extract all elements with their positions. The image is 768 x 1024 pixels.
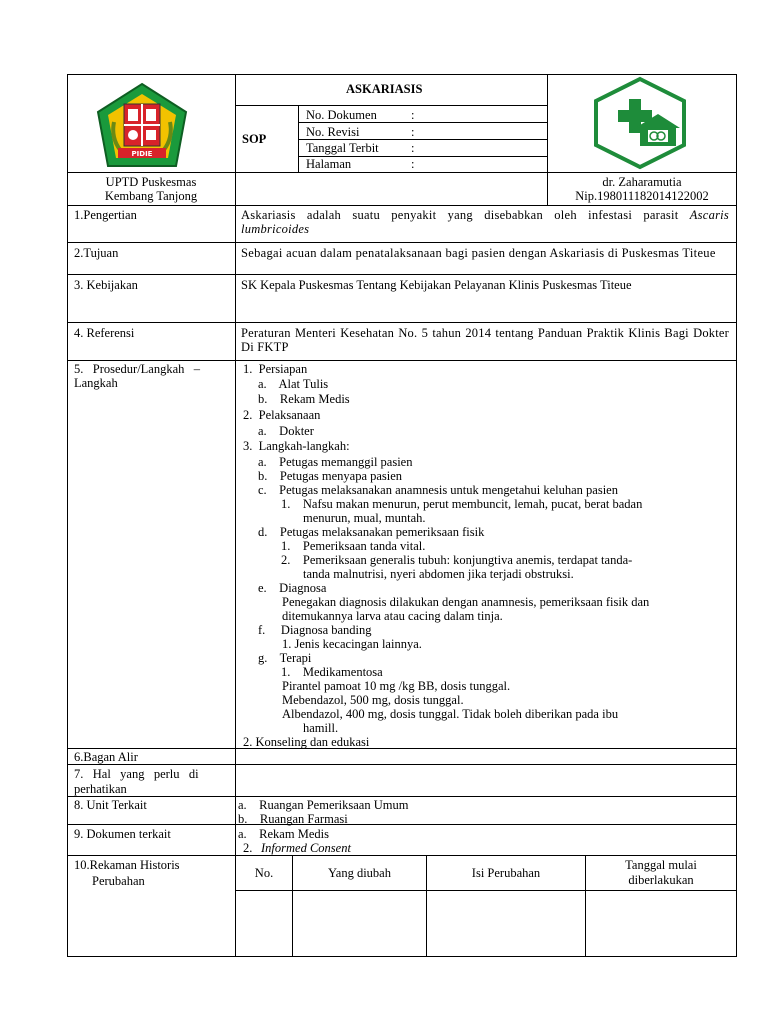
prosedur-line: 3. Langkah-langkah: bbox=[243, 439, 350, 453]
prosedur-line: g. Terapi bbox=[258, 651, 312, 665]
district-logo bbox=[96, 82, 188, 168]
dokumen-item: a. Rekam Medis bbox=[238, 827, 329, 841]
section-label-kebijakan: 3. Kebijakan bbox=[74, 278, 138, 292]
field-colon: : bbox=[411, 108, 415, 122]
pengertian-species: Ascaris lumbricoides bbox=[241, 208, 730, 236]
prosedur-line: b. Rekam Medis bbox=[258, 392, 350, 406]
dokumen-item: 2. bbox=[243, 841, 253, 855]
prosedur-line: a. Dokter bbox=[258, 424, 314, 438]
section-label-bagan-alir: 6.Bagan Alir bbox=[74, 750, 138, 764]
prosedur-line: tanda malnutrisi, nyeri abdomen jika terjadi obstruksi. bbox=[303, 567, 574, 581]
section-label-referensi: 4. Referensi bbox=[74, 326, 135, 340]
pengertian-text bbox=[241, 208, 729, 236]
doc-field-tanggal-terbit: Tanggal Terbit bbox=[306, 141, 379, 155]
section-label-prosedur: 5. Prosedur/Langkah – bbox=[74, 362, 201, 376]
prosedur-line: 2. Pemeriksaan generalis tubuh: konjungtiva anemis, terdapat tanda- bbox=[281, 553, 633, 567]
puskesmas-logo bbox=[592, 76, 688, 170]
prosedur-line: Mebendazol, 500 mg, dosis tunggal. bbox=[282, 693, 464, 707]
svg-text:PIDIE: PIDIE bbox=[131, 150, 153, 158]
prosedur-line: Pirantel pamoat 10 mg /kg BB, dosis tunggal. bbox=[282, 679, 511, 693]
pengertian-body: Askariasis adalah suatu penyakit yang disebabkan oleh infestasi parasit bbox=[241, 208, 679, 222]
prosedur-line: a. Petugas memanggil pasien bbox=[258, 455, 413, 469]
prosedur-line: Albendazol, 400 mg, dosis tunggal. Tidak boleh diberikan pada ibu bbox=[282, 707, 619, 721]
prosedur-line: e. Diagnosa bbox=[258, 581, 327, 595]
tujuan-text: Sebagai acuan dalam penatalaksanaan bagi pasien dengan Askariasis di Puskesmas Titeue bbox=[241, 246, 716, 260]
prosedur-line: menurun, mual, muntah. bbox=[303, 511, 426, 525]
section-label-tujuan: 2.Tujuan bbox=[74, 246, 119, 260]
unit-item: b. Ruangan Farmasi bbox=[238, 812, 348, 826]
prosedur-line: 1. Pemeriksaan tanda vital. bbox=[281, 539, 426, 553]
prosedur-line: 1. Nafsu makan menurun, perut membuncit, lemah, pucat, berat badan bbox=[281, 497, 643, 511]
prosedur-line: a. Alat Tulis bbox=[258, 377, 329, 391]
section-label-pengertian: 1.Pengertian bbox=[74, 208, 137, 222]
signer-nip: Nip.198011182014122002 bbox=[575, 189, 709, 203]
section-label-unit-terkait: 8. Unit Terkait bbox=[74, 798, 147, 812]
history-header-yang-diubah: Yang diubah bbox=[328, 866, 391, 880]
history-header-isi-perubahan: Isi Perubahan bbox=[471, 866, 541, 880]
prosedur-line: 2. Konseling dan edukasi bbox=[243, 735, 370, 749]
doc-field-halaman: Halaman bbox=[306, 157, 352, 171]
doc-field-no-dokumen: No. Dokumen bbox=[306, 108, 377, 122]
history-header-no: No. bbox=[254, 866, 274, 880]
section-label-hal-perhatikan: 7. Hal yang perlu di bbox=[74, 767, 199, 781]
prosedur-line: 1. Persiapan bbox=[243, 362, 308, 376]
sop-label: SOP bbox=[242, 132, 267, 146]
section-label-hal-perhatikan-2: perhatikan bbox=[74, 782, 127, 796]
section-label-rekaman-historis: 10.Rekaman Historis bbox=[74, 858, 180, 872]
section-label-prosedur-2: Langkah bbox=[74, 376, 118, 390]
prosedur-line: f. Diagnosa banding bbox=[258, 623, 372, 637]
section-label-rekaman-historis-2: Perubahan bbox=[92, 874, 145, 888]
section-label-dokumen-terkait: 9. Dokumen terkait bbox=[74, 827, 171, 841]
prosedur-line: Penegakan diagnosis dilakukan dengan anamnesis, pemeriksaan fisik dan bbox=[282, 595, 650, 609]
org-name-line2: Kembang Tanjong bbox=[104, 189, 198, 203]
field-colon: : bbox=[411, 125, 415, 139]
field-colon: : bbox=[411, 157, 415, 171]
kebijakan-text: SK Kepala Puskesmas Tentang Kebijakan Pelayanan Klinis Puskesmas Titeue bbox=[241, 278, 632, 292]
prosedur-line: 2. Pelaksanaan bbox=[243, 408, 321, 422]
prosedur-line: b. Petugas menyapa pasien bbox=[258, 469, 403, 483]
prosedur-line: hamill. bbox=[303, 721, 339, 735]
org-name-line1: UPTD Puskesmas bbox=[105, 175, 197, 189]
prosedur-line: c. Petugas melaksanakan anamnesis untuk mengetahui keluhan pasien bbox=[258, 483, 618, 497]
referensi-text: Peraturan Menteri Kesehatan No. 5 tahun 2014 tentang Panduan Praktik Klinis Bagi Dokter Di FKTP bbox=[241, 326, 729, 354]
document-title: ASKARIASIS bbox=[346, 82, 423, 96]
dokumen-item-informed-consent: Informed Consent bbox=[261, 841, 351, 855]
signer-name: dr. Zaharamutia bbox=[602, 175, 682, 189]
prosedur-line: 1. Jenis kecacingan lainnya. bbox=[282, 637, 422, 651]
history-header-tanggal-2: diberlakukan bbox=[628, 873, 694, 887]
prosedur-line: ditemukannya larva atau cacing dalam tinja. bbox=[282, 609, 503, 623]
field-colon: : bbox=[411, 141, 415, 155]
prosedur-line: d. Petugas melaksanakan pemeriksaan fisik bbox=[258, 525, 485, 539]
prosedur-line: 1. Medikamentosa bbox=[281, 665, 383, 679]
doc-field-no-revisi: No. Revisi bbox=[306, 125, 360, 139]
unit-item: a. Ruangan Pemeriksaan Umum bbox=[238, 798, 409, 812]
history-header-tanggal: Tanggal mulai bbox=[625, 858, 697, 872]
